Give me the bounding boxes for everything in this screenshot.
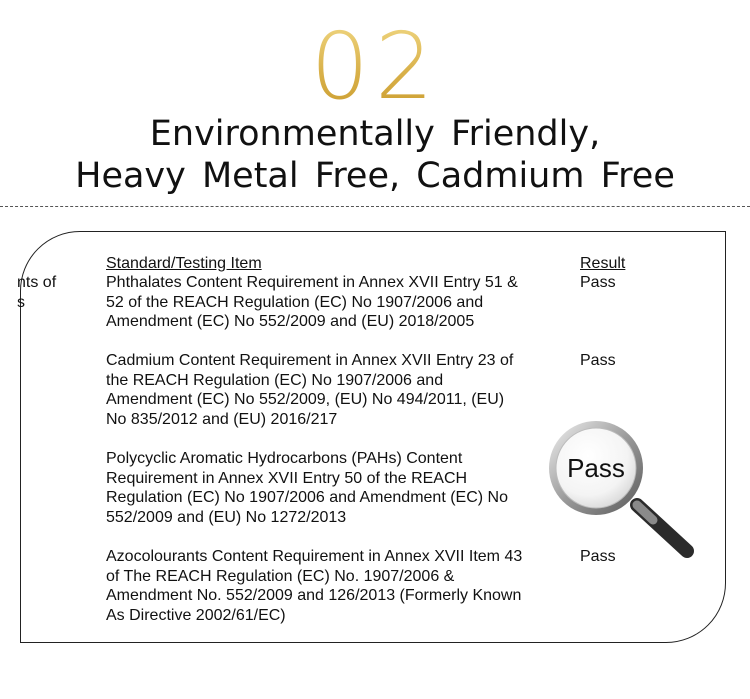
row-line: Cadmium Content Requirement in Annex XVII Entry 23 of	[106, 352, 514, 369]
row-line: Regulation (EC) No 1907/2006 and Amendment (EC) No	[106, 489, 508, 506]
row-line: 52 of the REACH Regulation (EC) No 1907/2006 and	[106, 293, 484, 311]
cropped-line: nts of	[17, 274, 57, 291]
row-result: Pass	[580, 274, 616, 291]
table-row	[106, 273, 556, 332]
row-line: No 835/2012 and (EU) 2016/217	[106, 410, 338, 428]
column-header-standard: Standard/Testing Item	[106, 255, 262, 272]
row-line: of The REACH Regulation (EC) No. 1907/2006 &	[106, 567, 455, 585]
row-line: As Directive 2002/61/EC)	[106, 606, 286, 624]
row-line: Amendment (EC) No 552/2009, (EU) No 494/2011, (EU)	[106, 391, 505, 408]
headline	[0, 113, 750, 197]
row-result: Pass	[580, 352, 616, 369]
row-result: Pass	[580, 548, 616, 565]
row-line: Amendment (EC) No 552/2009 and (EU) 2018/2005	[106, 313, 475, 330]
section-number	[0, 13, 750, 120]
row-line: Requirement in Annex XVII Entry 50 of the REACH	[106, 469, 468, 487]
table-row	[106, 351, 556, 429]
section-number-graphic	[265, 13, 485, 120]
dashed-divider	[0, 206, 750, 207]
table-row	[106, 449, 556, 527]
column-header-result: Result	[580, 255, 626, 272]
row-line: Amendment No. 552/2009 and 126/2013 (Formerly Known	[106, 587, 522, 604]
magnifier-label: Pass	[567, 453, 625, 483]
headline-line-2: Heavy Metal Free, Cadmium Free	[75, 156, 675, 196]
cropped-line: s	[17, 293, 25, 311]
magnifying-glass-icon	[545, 419, 700, 561]
section-number-text: 02	[310, 13, 440, 120]
row-line: Polycyclic Aromatic Hydrocarbons (PAHs) Content	[106, 450, 463, 467]
row-line: Phthalates Content Requirement in Annex XVII Entry 51 &	[106, 274, 518, 291]
headline-line-1: Environmentally Friendly,	[149, 114, 601, 154]
row-line: Azocolourants Content Requirement in Annex XVII Item 43	[106, 548, 523, 565]
row-line: 552/2009 and (EU) No 1272/2013	[106, 508, 347, 526]
table-row	[106, 547, 556, 625]
cropped-column-text	[17, 273, 56, 312]
row-line: the REACH Regulation (EC) No 1907/2006 and	[106, 371, 444, 389]
